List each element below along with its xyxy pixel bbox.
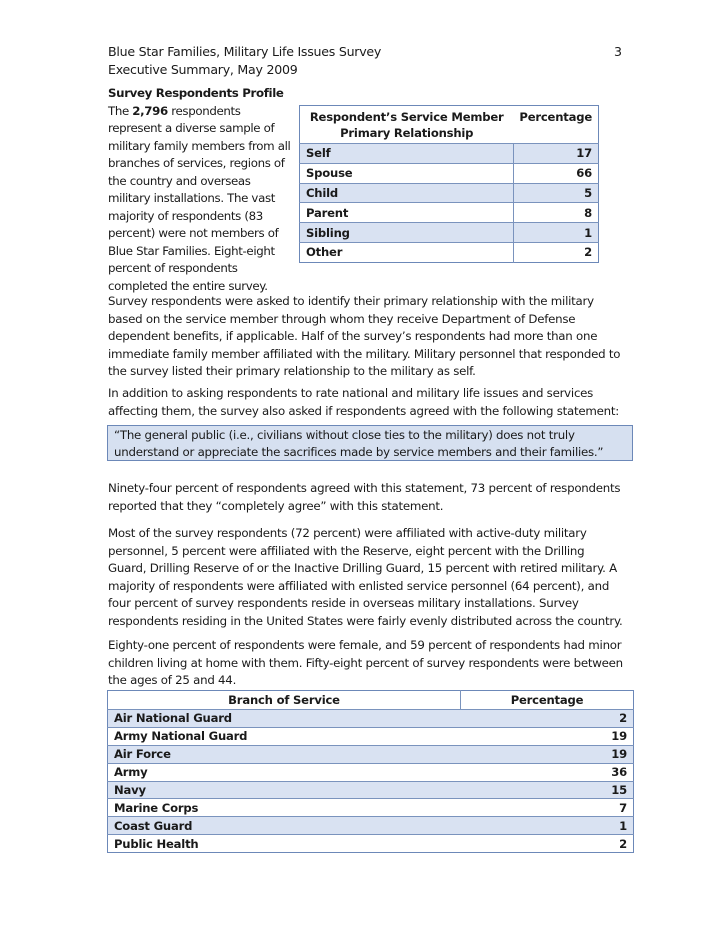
branch-value: 36 bbox=[461, 763, 634, 781]
branch-value: 2 bbox=[461, 710, 634, 728]
branch-value: 15 bbox=[461, 781, 634, 799]
branch-value: 19 bbox=[461, 745, 634, 763]
profile-heading: Survey Respondents Profile bbox=[108, 86, 284, 100]
branch-value: 2 bbox=[461, 835, 634, 853]
branch-value: 19 bbox=[461, 727, 634, 745]
table-row bbox=[300, 223, 599, 243]
paragraph-statement-intro: In addition to asking respondents to rate national and military life issues and services affecting them, the survey also asked if respondents agreed with the following statement: bbox=[108, 386, 619, 418]
branch-header: Branch of Service bbox=[228, 693, 340, 707]
branch-label: Navy bbox=[108, 781, 461, 799]
table-row bbox=[300, 183, 599, 203]
paragraph-agreement: Ninety-four percent of respondents agreed with this statement, 73 percent of respondents reported that they “completely agree” with this statement. bbox=[108, 481, 621, 513]
table-row bbox=[108, 781, 634, 799]
relationship-label: Other bbox=[300, 242, 514, 262]
relationship-label: Spouse bbox=[300, 163, 514, 183]
branch-value: 7 bbox=[461, 799, 634, 817]
branch-value: 1 bbox=[461, 817, 634, 835]
table-row bbox=[108, 763, 634, 781]
table-row bbox=[108, 817, 634, 835]
branch-percentage-header: Percentage bbox=[461, 691, 634, 710]
relationship-value: 66 bbox=[513, 163, 598, 183]
table-row bbox=[300, 203, 599, 223]
table-row bbox=[300, 242, 599, 262]
relationship-label: Child bbox=[300, 183, 514, 203]
branch-label: Marine Corps bbox=[108, 799, 461, 817]
table-row bbox=[108, 710, 634, 728]
relationship-header: Respondent’s Service Member Primary Relationship bbox=[300, 106, 514, 144]
paragraph-relationship: Survey respondents were asked to identify their primary relationship with the military based on the service member through whom they receive Department of Defense dependent benefits, if applicable. Half of the survey’s respondents had more than one immediate family member affiliated with the military. Military personnel that responded to the survey listed their primary relationship to the military as self. bbox=[108, 294, 621, 378]
branch-table bbox=[107, 690, 634, 853]
paragraph-demographics: Eighty-one percent of respondents were female, and 59 percent of respondents had minor children living at home with them. Fifty-eight percent of survey respondents were between the ages of 25 and 44. bbox=[108, 638, 623, 687]
page-number: 3 bbox=[614, 44, 623, 59]
relationship-value: 8 bbox=[513, 203, 598, 223]
table-row bbox=[108, 745, 634, 763]
respondent-count: 2,796 bbox=[132, 103, 168, 118]
table-row bbox=[108, 799, 634, 817]
relationship-table bbox=[299, 105, 599, 263]
paragraph-affiliation: Most of the survey respondents (72 percent) were affiliated with active-duty military personnel, 5 percent were affiliated with the Reserve, eight percent with the Drilling Guard, Drilling Reserve of or the Inactive Drilling Guard, 15 percent with retired military. A majority of respondents were affiliated with enlisted service personnel (64 percent), and four percent of survey respondents reside in overseas military installations. Survey respondents residing in the United States were fairly evenly distributed across the country. bbox=[108, 526, 623, 628]
quote-box: “The general public (i.e., civilians without close ties to the military) does not truly understand or appreciate the sacrifices made by service members and their families.” bbox=[107, 425, 633, 461]
header-title: Blue Star Families, Military Life Issues Survey bbox=[108, 44, 382, 59]
relationship-label: Self bbox=[300, 144, 514, 164]
branch-label: Coast Guard bbox=[108, 817, 461, 835]
relationship-value: 17 bbox=[513, 144, 598, 164]
profile-section bbox=[108, 85, 293, 295]
profile-intro-post: respondents represent a diverse sample of military family members from all branches of services, regions of the country and overseas military installations. The vast majority of respondents (83 percent) were not members of Blue Star Families. Eight-eight percent of respondents completed the entire survey. bbox=[108, 103, 291, 293]
branch-label: Army bbox=[108, 763, 461, 781]
relationship-label: Parent bbox=[300, 203, 514, 223]
relationship-value: 5 bbox=[513, 183, 598, 203]
table-row bbox=[108, 835, 634, 853]
branch-label: Army National Guard bbox=[108, 727, 461, 745]
profile-intro-pre: The bbox=[108, 103, 133, 118]
branch-label: Public Health bbox=[108, 835, 461, 853]
relationship-value: 1 bbox=[513, 223, 598, 243]
branch-label: Air National Guard bbox=[108, 710, 461, 728]
table-row bbox=[300, 163, 599, 183]
table-row bbox=[108, 727, 634, 745]
relationship-value: 2 bbox=[513, 242, 598, 262]
header-subtitle: Executive Summary, May 2009 bbox=[108, 62, 298, 77]
relationship-percentage-header: Percentage bbox=[513, 106, 598, 144]
relationship-label: Sibling bbox=[300, 223, 514, 243]
branch-label: Air Force bbox=[108, 745, 461, 763]
table-row bbox=[300, 144, 599, 164]
